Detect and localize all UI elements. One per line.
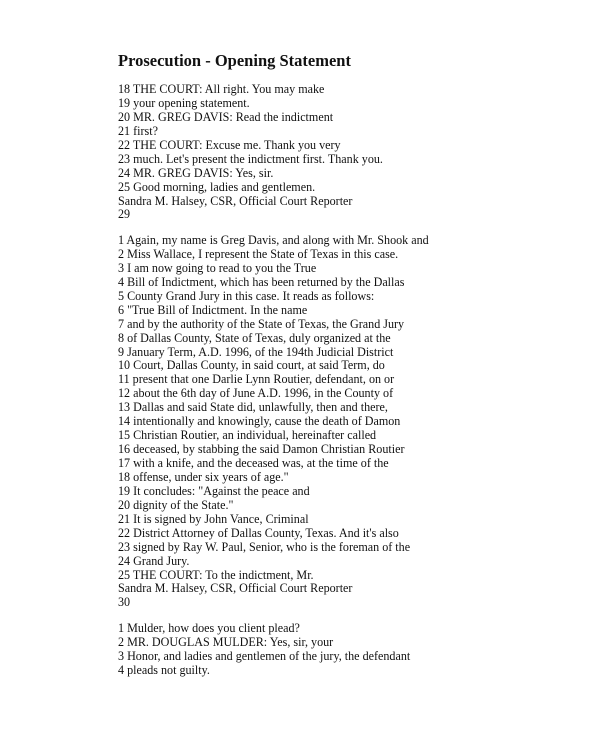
transcript-block-2 <box>118 234 429 610</box>
transcript-line: 7 and by the authority of the State of Texas, the Grand Jury <box>118 316 405 331</box>
transcript-line: 19 It concludes: "Against the peace and <box>118 483 310 498</box>
transcript-line: 2 Miss Wallace, I represent the State of Texas in this case. <box>118 246 399 261</box>
transcript-line: 15 Christian Routier, an individual, hereinafter called <box>118 428 377 443</box>
transcript-line: 13 Dallas and said State did, unlawfully, then and there, <box>118 400 388 415</box>
transcript-line: 14 intentionally and knowingly, cause the death of Damon <box>118 414 401 429</box>
transcript-line: 21 It is signed by John Vance, Criminal <box>118 511 309 526</box>
transcript-line: 1 Again, my name is Greg Davis, and along with Mr. Shook and <box>118 233 429 247</box>
transcript-line: 3 Honor, and ladies and gentlemen of the jury, the defendant <box>118 648 411 663</box>
transcript-line: 16 deceased, by stabbing the said Damon Christian Routier <box>118 442 405 457</box>
transcript-line: 24 Grand Jury. <box>118 553 190 568</box>
transcript-line: 30 <box>118 595 131 610</box>
transcript-line: 17 with a knife, and the deceased was, at the time of the <box>118 456 389 470</box>
transcript-line: 1 Mulder, how does you client plead? <box>118 621 300 635</box>
transcript-line: Sandra M. Halsey, CSR, Official Court Reporter <box>118 193 353 208</box>
transcript-line: 25 THE COURT: To the indictment, Mr. <box>118 567 314 582</box>
transcript-block-3 <box>118 622 410 678</box>
page-title: Prosecution - Opening Statement <box>118 51 351 70</box>
transcript-line: 12 about the 6th day of June A.D. 1996, in the County of <box>118 386 394 401</box>
transcript-line: 22 THE COURT: Excuse me. Thank you very <box>118 137 341 152</box>
transcript-line: 6 "True Bill of Indictment. In the name <box>118 302 308 317</box>
transcript-line: 29 <box>118 207 131 222</box>
transcript-line: 18 THE COURT: All right. You may make <box>118 82 325 96</box>
transcript-line: 24 MR. GREG DAVIS: Yes, sir. <box>118 165 274 180</box>
transcript-line: 20 MR. GREG DAVIS: Read the indictment <box>118 109 334 124</box>
transcript-line: 4 Bill of Indictment, which has been returned by the Dallas <box>118 274 405 289</box>
transcript-line: 18 offense, under six years of age." <box>118 469 289 484</box>
transcript-block-1 <box>118 83 383 222</box>
transcript-line: 9 January Term, A.D. 1996, of the 194th Judicial District <box>118 344 394 359</box>
transcript-line: 19 your opening statement. <box>118 95 250 110</box>
transcript-line: Sandra M. Halsey, CSR, Official Court Reporter <box>118 581 353 596</box>
transcript-line: 22 District Attorney of Dallas County, Texas. And it's also <box>118 525 399 540</box>
transcript-line: 3 I am now going to read to you the True <box>118 260 317 275</box>
transcript-line: 20 dignity of the State." <box>118 497 234 512</box>
transcript-line: 23 signed by Ray W. Paul, Senior, who is the foreman of the <box>118 539 411 554</box>
transcript-line: 5 County Grand Jury in this case. It reads as follows: <box>118 288 375 303</box>
transcript-line: 25 Good morning, ladies and gentlemen. <box>118 179 316 194</box>
transcript-line: 11 present that one Darlie Lynn Routier, defendant, on or <box>118 372 395 387</box>
transcript-line: 4 pleads not guilty. <box>118 662 210 677</box>
transcript-line: 21 first? <box>118 123 158 138</box>
transcript-line: 23 much. Let's present the indictment first. Thank you. <box>118 151 383 166</box>
transcript-line: 10 Court, Dallas County, in said court, at said Term, do <box>118 358 385 373</box>
transcript-line: 8 of Dallas County, State of Texas, duly organized at the <box>118 330 391 345</box>
transcript-line: 2 MR. DOUGLAS MULDER: Yes, sir, your <box>118 634 334 649</box>
